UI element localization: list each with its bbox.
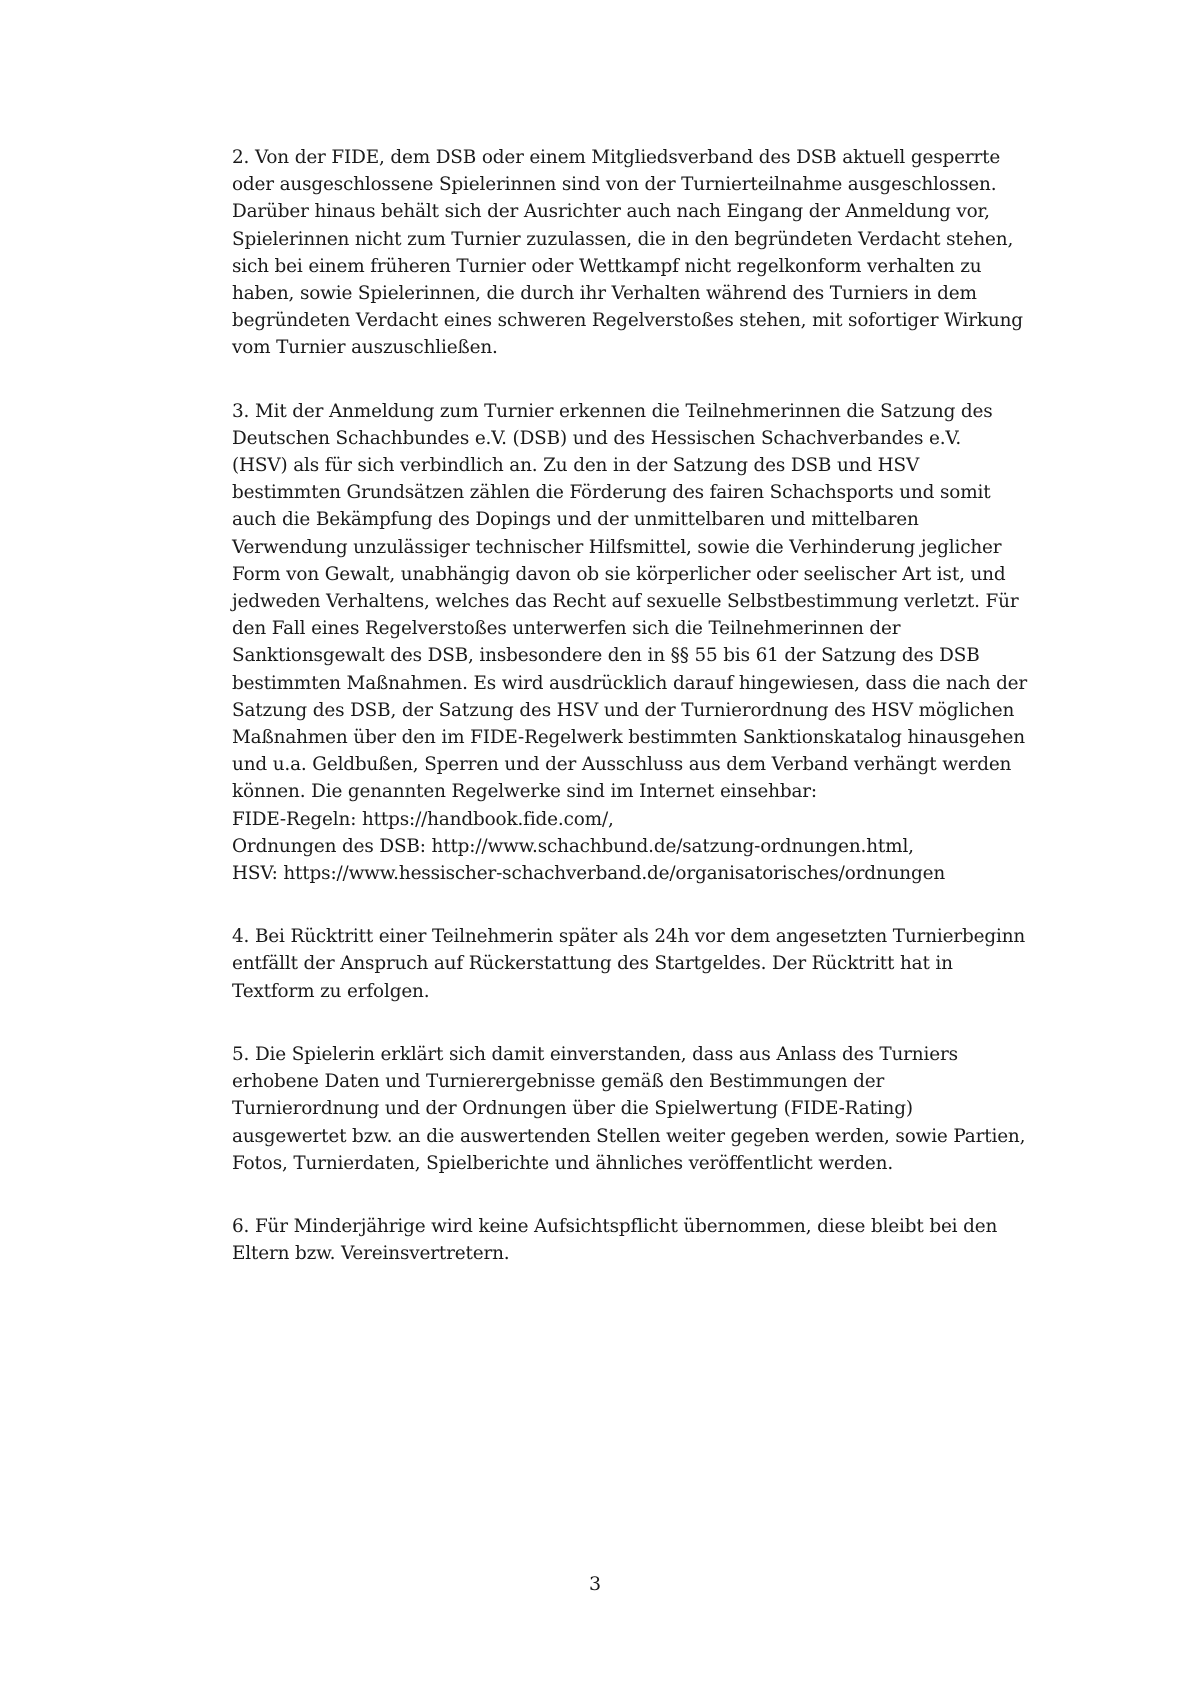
text-line: begründeten Verdacht eines schweren Regelverstoßes stehen, mit sofortiger Wirkung (232, 310, 1023, 332)
text-line: haben, sowie Spielerinnen, die durch ihr Verhalten während des Turniers in dem (232, 283, 977, 305)
paragraph-4 (232, 923, 1052, 1005)
text-line: Eltern bzw. Vereinsvertretern. (232, 1243, 510, 1265)
text-line: bestimmten Maßnahmen. Es wird ausdrücklich darauf hingewiesen, dass die nach der (232, 672, 1028, 694)
text-line: 4. Bei Rücktritt einer Teilnehmerin später als 24h vor dem angesetzten Turnierbeginn (232, 926, 1026, 948)
text-line: Turnierordnung und der Ordnungen über die Spielwertung (FIDE-Rating) (232, 1098, 913, 1120)
text-line: bestimmten Grundsätzen zählen die Förderung des fairen Schachsports und somit (232, 482, 991, 504)
document-body (232, 144, 1052, 1303)
text-line: Verwendung unzulässiger technischer Hilfsmittel, sowie die Verhinderung jeglicher (232, 536, 1002, 558)
paragraph-2 (232, 144, 1052, 362)
text-line: erhobene Daten und Turnierergebnisse gemäß den Bestimmungen der (232, 1071, 885, 1093)
text-line: Maßnahmen über den im FIDE-Regelwerk bestimmten Sanktionskatalog hinausgehen (232, 727, 1025, 749)
paragraph-5 (232, 1041, 1052, 1177)
text-line: 5. Die Spielerin erklärt sich damit einverstanden, dass aus Anlass des Turniers (232, 1043, 958, 1065)
text-line: Sanktionsgewalt des DSB, insbesondere den in §§ 55 bis 61 der Satzung des DSB (232, 645, 980, 667)
page-number: 3 (588, 1573, 602, 1595)
text-line: Ordnungen des DSB: http://www.schachbund.de/satzung-ordnungen.html, (232, 835, 914, 857)
text-line: den Fall eines Regelverstoßes unterwerfen sich die Teilnehmerinnen der (232, 618, 901, 640)
text-line: jedweden Verhaltens, welches das Recht auf sexuelle Selbstbestimmung verletzt. Für (232, 591, 1019, 613)
text-line: auch die Bekämpfung des Dopings und der unmittelbaren und mittelbaren (232, 509, 919, 531)
text-line: Darüber hinaus behält sich der Ausrichter auch nach Eingang der Anmeldung vor, (232, 201, 990, 223)
text-line: Fotos, Turnierdaten, Spielberichte und ähnliches veröffentlicht werden. (232, 1152, 894, 1174)
text-line: vom Turnier auszuschließen. (232, 337, 498, 359)
text-line: Deutschen Schachbundes e.V. (DSB) und des Hessischen Schachverbandes e.V. (232, 427, 962, 449)
text-line: Textform zu erfolgen. (232, 980, 430, 1002)
text-line: sich bei einem früheren Turnier oder Wettkampf nicht regelkonform verhalten zu (232, 255, 982, 277)
text-line: 6. Für Minderjährige wird keine Aufsichtspflicht übernommen, diese bleibt bei den (232, 1215, 998, 1237)
text-line: oder ausgeschlossene Spielerinnen sind von der Turnierteilnahme ausgeschlossen. (232, 174, 997, 196)
paragraph-3 (232, 398, 1052, 888)
text-line: Satzung des DSB, der Satzung des HSV und der Turnierordnung des HSV möglichen (232, 699, 1015, 721)
text-line: 2. Von der FIDE, dem DSB oder einem Mitgliedsverband des DSB aktuell gesperrte (232, 147, 1001, 168)
text-line: HSV: https://www.hessischer-schachverband.de/organisatorisches/ordnungen (232, 863, 946, 885)
text-line: Spielerinnen nicht zum Turnier zuzulassen, die in den begründeten Verdacht stehen, (232, 228, 1014, 250)
text-line: 3. Mit der Anmeldung zum Turnier erkennen die Teilnehmerinnen die Satzung des (232, 400, 993, 422)
text-line: Form von Gewalt, unabhängig davon ob sie körperlicher oder seelischer Art ist, und (232, 563, 1006, 585)
text-line: entfällt der Anspruch auf Rückerstattung des Startgeldes. Der Rücktritt hat in (232, 953, 953, 975)
paragraph-6 (232, 1213, 1052, 1267)
text-line: und u.a. Geldbußen, Sperren und der Ausschluss aus dem Verband verhängt werden (232, 754, 1012, 776)
text-line: ausgewertet bzw. an die auswertenden Stellen weiter gegeben werden, sowie Partien, (232, 1125, 1026, 1147)
text-line: können. Die genannten Regelwerke sind im Internet einsehbar: (232, 781, 817, 803)
text-line: (HSV) als für sich verbindlich an. Zu den in der Satzung des DSB und HSV (232, 455, 920, 477)
text-line: FIDE-Regeln: https://handbook.fide.com/, (232, 808, 614, 830)
